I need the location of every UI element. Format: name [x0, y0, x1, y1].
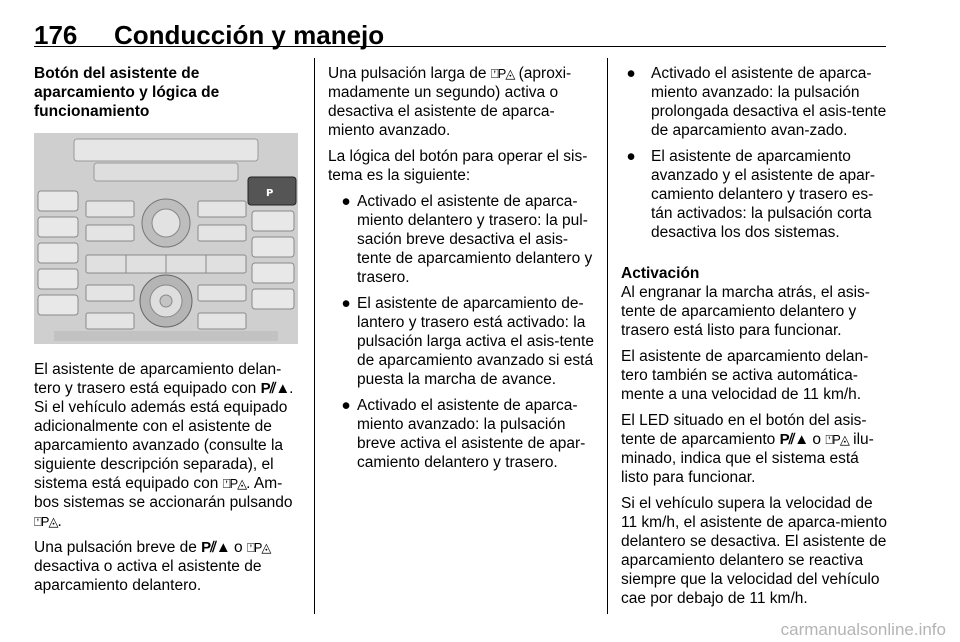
advanced-park-icon: ⍞P◬: [222, 476, 247, 491]
park-button-label: P: [266, 188, 274, 199]
paragraph: Al engranar la marcha atrás, el asis-tente de aparcamiento delantero y trasero está listo para funcionar.: [621, 284, 870, 339]
section-heading: Activación: [621, 265, 700, 282]
column-3: [621, 64, 887, 615]
column-divider: [314, 58, 315, 614]
column-2: [328, 64, 594, 479]
watermark: carmanualsonline.info: [780, 620, 946, 639]
parking-button-figure: [34, 133, 298, 344]
list-item: ● Activado el asistente de aparca-miento avanzado: la pulsación breve activa el asistente de apar-camiento delantero y trasero.: [341, 397, 586, 471]
paragraph: El asistente de aparcamiento delan-tero y trasero está equipado con P⫽▲. Si el vehículo además está equipado adicionalmente con el asistente de aparcamiento avanzado (consulte la siguiente descripción separada), el sistema está equipado con ⍞P◬. Am-bos sistemas se accionarán pulsando ⍞P◬.: [34, 361, 294, 530]
column-divider: [607, 58, 608, 614]
page-title: Conducción y manejo: [114, 20, 385, 50]
advanced-park-icon: ⍞P◬: [490, 66, 515, 81]
park-pilot-icon: P⫽▲: [201, 539, 230, 556]
list-item: ● Activado el asistente de aparca-miento delantero y trasero: la pul-sación breve desactiva el asis-tente de aparcamiento delantero y trasero.: [341, 193, 593, 286]
list-item: ● El asistente de aparcamiento avanzado y el asistente de apar-camiento delantero y trasero es-tán activados: la pulsación corta desactiva los dos sistemas.: [626, 148, 876, 241]
page-header: [34, 6, 886, 50]
paragraph: El asistente de aparcamiento delan-tero también se activa automática-mente a una velocidad de 11 km/h.: [621, 348, 869, 403]
page-number: 176: [34, 20, 78, 50]
paragraph: El LED situado en el botón del asis-tente de aparcamiento P⫽▲ o ⍞P◬ ilu-minado, indica que el sistema está listo para funcionar.: [621, 412, 874, 486]
advanced-park-icon: ⍞P◬: [34, 514, 58, 529]
park-pilot-icon: P⫽▲: [779, 431, 809, 448]
column-1: [34, 64, 302, 602]
park-pilot-icon: P⫽▲: [260, 380, 290, 397]
advanced-park-icon: ⍞P◬: [825, 432, 849, 447]
advanced-park-icon: ⍞P◬: [246, 540, 271, 555]
paragraph: Una pulsación breve de P⫽▲ o ⍞P◬ desactiva o activa el asistente de aparcamiento delantero.: [34, 539, 271, 594]
center-console-illustration: [34, 133, 298, 344]
list-item: ● El asistente de aparcamiento de-lantero y trasero está activado: la pulsación larga activa el asis-tente de aparcamiento avanzado si está puesta la marcha de avance.: [341, 295, 594, 388]
paragraph: Si el vehículo supera la velocidad de 11 km/h, el asistente de aparca-miento delantero se desactiva. El asistente de aparcamiento delantero se reactiva siempre que la velocidad del vehículo cae por debajo de 11 km/h.: [621, 495, 887, 607]
section-heading: Botón del asistente de aparcamiento y lógica de funcionamiento: [34, 65, 220, 120]
paragraph: La lógica del botón para operar el sis-tema es la siguiente:: [328, 148, 588, 184]
paragraph: Una pulsación larga de ⍞P◬ (aproxi-madamente un segundo) activa o desactiva el asistente de aparca-miento avanzado.: [328, 65, 572, 139]
list-item: ● Activado el asistente de aparca-miento avanzado: la pulsación prolongada desactiva el asis-tente de aparcamiento avan-zado.: [626, 65, 887, 139]
